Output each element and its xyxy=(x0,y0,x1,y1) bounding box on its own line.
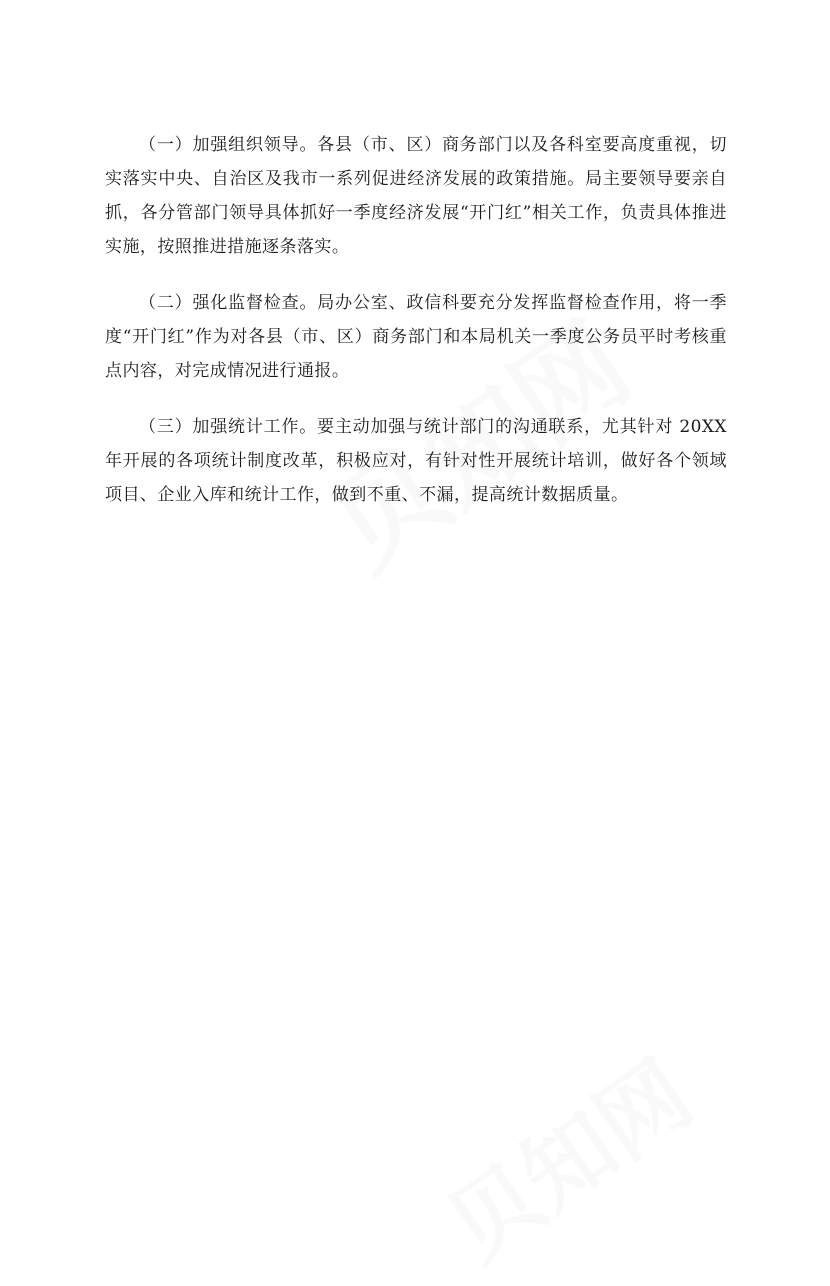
paragraph-statistics-work: （三）加强统计工作。要主动加强与统计部门的沟通联系，尤其针对 20XX 年开展的各项统计制度改革，积极应对，有针对性开展统计培训，做好各个领域项目、企业入库和统计工作，做到不重、不漏，提高统计数据质量。 xyxy=(105,417,727,505)
watermark-logo-bottom xyxy=(417,1024,713,1285)
paragraph-strengthen-leadership: （一）加强组织领导。各县（市、区）商务部门以及各科室要高度重视，切实落实中央、自治区及我市一系列促进经济发展的政策措施。局主要领导要亲自抓，各分管部门领导具体抓好一季度经济发展“开门红”相关工作，负责具体推进实施，按照推进措施逐条落实。 xyxy=(105,135,727,257)
paragraph-supervision-inspection: （二）强化监督检查。局办公室、政信科要充分发挥监督检查作用，将一季度“开门红”作为对各县（市、区）商务部门和本局机关一季度公务员平时考核重点内容，对完成情况进行通报。 xyxy=(105,293,727,381)
